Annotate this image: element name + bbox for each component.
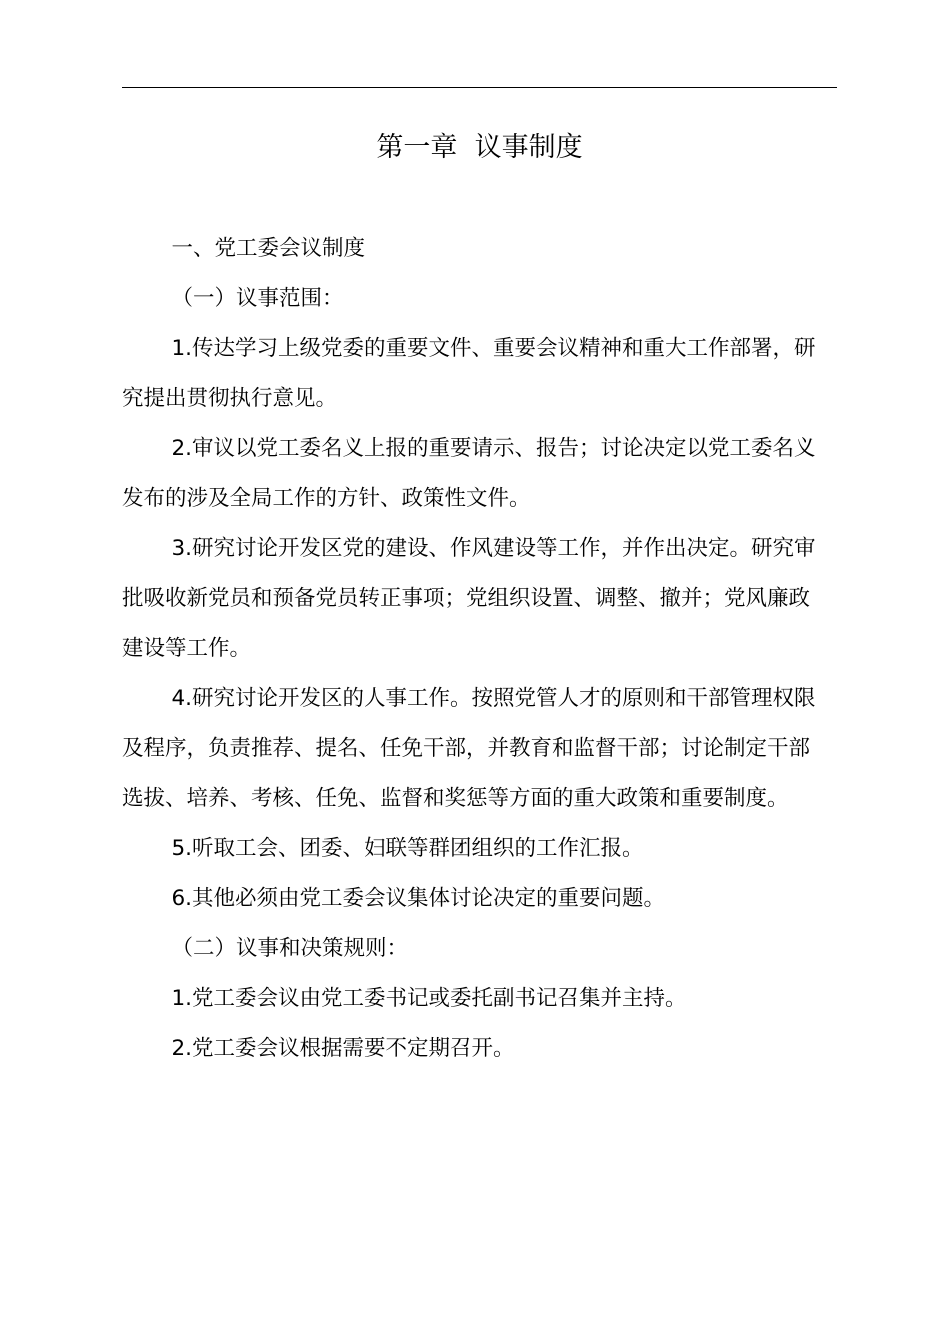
list-item: 2.审议以党工委名义上报的重要请示、报告；讨论决定以党工委名义发布的涉及全局工作的方针、政策性文件。 bbox=[122, 436, 816, 511]
chapter-title: 第一章 议事制度 bbox=[376, 132, 583, 163]
list-item: 2.党工委会议根据需要不定期召开。 bbox=[171, 1036, 515, 1061]
list-item: 5.听取工会、团委、妇联等群团组织的工作汇报。 bbox=[171, 836, 644, 861]
list-item: 1.党工委会议由党工委书记或委托副书记召集并主持。 bbox=[171, 986, 687, 1011]
list-item: 6.其他必须由党工委会议集体讨论决定的重要问题。 bbox=[171, 886, 665, 911]
section-heading: 一、党工委会议制度 bbox=[171, 236, 365, 261]
subsection-heading: （二）议事和决策规则： bbox=[171, 936, 408, 961]
list-item: 4.研究讨论开发区的人事工作。按照党管人才的原则和干部管理权限及程序，负责推荐、提名、任免干部，并教育和监督干部；讨论制定干部选拔、培养、考核、任免、监督和奖惩等方面的重大政策和重要制度。 bbox=[122, 686, 816, 811]
document-body bbox=[122, 224, 822, 1074]
list-item: 1.传达学习上级党委的重要文件、重要会议精神和重大工作部署，研究提出贯彻执行意见。 bbox=[122, 336, 816, 411]
subsection-heading: （一）议事范围： bbox=[171, 286, 344, 311]
list-item: 3.研究讨论开发区党的建设、作风建设等工作，并作出决定。研究审批吸收新党员和预备党员转正事项；党组织设置、调整、撤并；党风廉政建设等工作。 bbox=[122, 536, 816, 661]
header-rule bbox=[122, 87, 837, 88]
